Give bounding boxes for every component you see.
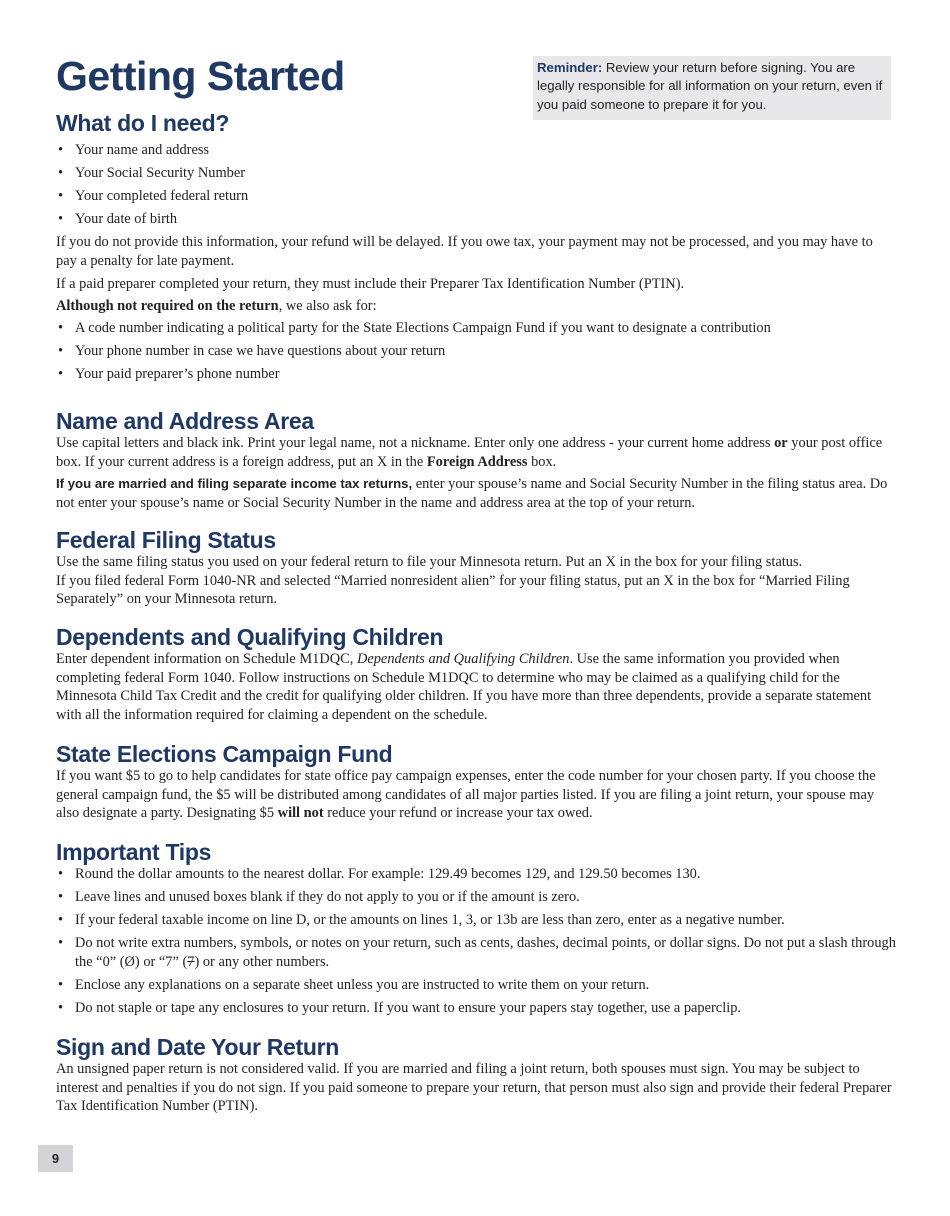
heading-what-do-i-need: What do I need? xyxy=(56,110,230,136)
heading-filing-status: Federal Filing Status xyxy=(56,527,276,553)
heading-sign-date: Sign and Date Your Return xyxy=(56,1034,340,1060)
text-span: your post office box. If your current address is a foreign address, put an X in the xyxy=(56,435,883,470)
list-item: • Your completed federal return xyxy=(56,187,896,206)
list-item: • Do not staple or tape any enclosures to your return. If you want to ensure your papers stay together, use a paperclip. xyxy=(56,999,896,1018)
list-item xyxy=(56,934,896,971)
page-number: 9 xyxy=(38,1145,73,1172)
text-span: Enter dependent information on Schedule M1DQC, xyxy=(56,651,357,667)
heading-campaign-fund: State Elections Campaign Fund xyxy=(56,741,393,767)
list-item: • Your phone number in case we have questions about your return xyxy=(56,342,896,361)
also-ask-bold: Although not required on the return xyxy=(56,298,279,315)
also-ask-rest: , we also ask for: xyxy=(278,298,377,315)
sign-paragraph: An unsigned paper return is not considered valid. If you are married and filing a joint return, both spouses must sign. You may be subject to interest and penalties if you do not sign. If you paid someone to prepare your return, that person must also sign and provide their federal Preparer Tax Identification Number (PTIN). xyxy=(56,1061,892,1115)
list-item: • Leave lines and unused boxes blank if they do not apply to you or if the amount is zero. xyxy=(56,888,896,907)
dependents-paragraph xyxy=(56,650,896,724)
bold-or: or xyxy=(774,435,788,451)
list-item: • If your federal taxable income on line D, or the amounts on lines 1, 3, or 13b are less than zero, enter as a negative number. xyxy=(56,911,896,930)
list-item: • Your date of birth xyxy=(56,210,896,229)
italic-schedule-name: Dependents and Qualifying Children xyxy=(356,651,570,667)
text-span: Do not write extra numbers, symbols, or notes on your return, such as cents, dashes, decimal points, or dollar signs. Do not put a slash through the “0” (Ø) or “7” ( xyxy=(75,935,896,970)
text-span: reduce your refund or increase your tax owed. xyxy=(323,805,593,822)
ptin-paragraph: If a paid preparer completed your return, they must include their Preparer Tax Identification Number (PTIN). xyxy=(56,275,685,292)
text-span: . Use the same information you provided when completing federal Form 1040. Follow instructions on Schedule M1DQC to determine who may be claimed as a qualifying child for the Minnesota Child Tax Credit and the credit for qualifying older children. If you have more than three dependents, provide a separate statement with all the information required for claiming a dependent on the schedule. xyxy=(56,651,872,723)
text-span: box. xyxy=(527,453,557,470)
list-item: • Your name and address xyxy=(56,141,896,160)
section-what-do-i-need xyxy=(56,110,896,388)
heading-important-tips: Important Tips xyxy=(56,839,212,865)
list-item: • Your Social Security Number xyxy=(56,164,896,183)
section-name-address xyxy=(56,408,896,512)
section-important-tips xyxy=(56,839,896,1022)
list-item: • Your paid preparer’s phone number xyxy=(56,365,896,384)
list-item: • A code number indicating a political party for the State Elections Campaign Fund if you want to designate a contribution xyxy=(56,319,896,338)
text-span: If you want $5 to go to help candidates for state office pay campaign expenses, enter the code number for your chosen party. If you choose the general campaign fund, the $5 will be distributed among candidates of all major parties listed. If you are filing a joint return, your spouse may also designate a party. Designating $5 xyxy=(56,768,876,822)
optional-list xyxy=(56,319,896,384)
list-item: • Round the dollar amounts to the nearest dollar. For example: 129.49 becomes 129, and 129.50 becomes 130. xyxy=(56,865,896,884)
campaign-paragraph xyxy=(56,767,896,823)
page-title: Getting Started xyxy=(56,53,345,99)
bold-foreign-address: Foreign Address xyxy=(426,453,528,470)
filing-status-paragraph-1: Use the same filing status you used on your federal return to file your Minnesota return. Put an X in the box for your filing status. xyxy=(56,554,803,570)
section-dependents xyxy=(56,624,896,724)
text-span: ) or any other numbers. xyxy=(194,953,330,970)
section-campaign-fund xyxy=(56,741,896,823)
needs-list xyxy=(56,141,896,229)
reminder-label: Reminder: xyxy=(537,60,603,75)
section-sign-date xyxy=(56,1034,896,1116)
also-ask-paragraph xyxy=(56,297,896,316)
text-span: Use capital letters and black ink. Print your legal name, not a nickname. Enter only one address - your current home address xyxy=(56,435,775,451)
heading-dependents: Dependents and Qualifying Children xyxy=(56,624,444,650)
section-filing-status xyxy=(56,527,896,609)
married-separate-paragraph xyxy=(56,475,896,512)
missing-info-paragraph: If you do not provide this information, your refund will be delayed. If you owe tax, your payment may not be processed, and you may have to pay a penalty for late payment. xyxy=(56,234,873,269)
text-span: enter your spouse’s name and Social Security Number in the filing status area. Do not enter your spouse’s name or Social Security Number in the name and address area at the top of your return. xyxy=(56,476,888,511)
tips-list xyxy=(56,865,896,1018)
reminder-text: Review your return before signing. You are legally responsible for all information on your return, even if you paid someone to prepare it for you. xyxy=(537,60,883,112)
slashed-seven: 7 xyxy=(187,953,195,970)
name-address-paragraph xyxy=(56,434,896,471)
bold-will-not: will not xyxy=(277,805,324,822)
filing-status-paragraph-2: If you filed federal Form 1040-NR and selected “Married nonresident alien” for your filing status, put an X in the box for “Married Filing Separately” on your Minnesota return. xyxy=(56,572,850,608)
list-item: • Enclose any explanations on a separate sheet unless you are instructed to write them on your return. xyxy=(56,976,896,995)
heading-name-address: Name and Address Area xyxy=(56,408,314,434)
married-separate-bold: If you are married and filing separate income tax returns, xyxy=(56,476,413,492)
